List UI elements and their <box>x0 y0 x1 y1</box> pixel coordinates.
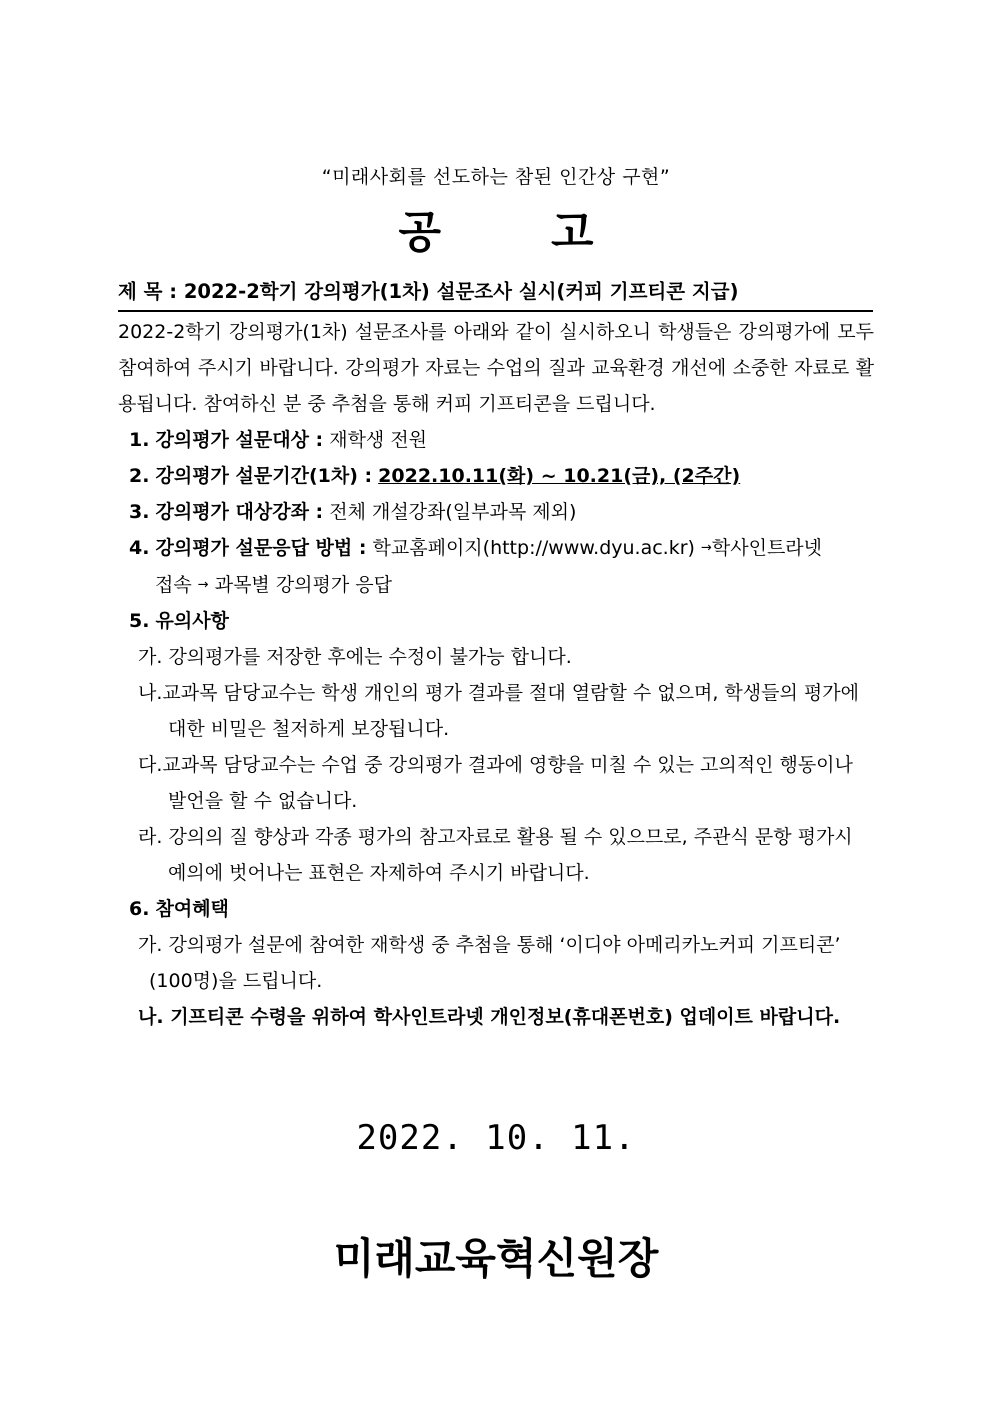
note-text: 교과목 담당교수는 학생 개인의 평가 결과를 절대 열람할 수 없으며, 학생들의 평가에 <box>162 682 859 704</box>
item-label: 강의평가 대상강좌 : <box>155 501 324 523</box>
heading-char-2: 고 <box>551 207 594 258</box>
benefit-mark: 나. <box>138 1006 164 1028</box>
item-benefits-heading <box>118 891 874 927</box>
item-value: 재학생 전원 <box>329 429 428 451</box>
item-number: 5. <box>129 610 150 632</box>
notice-title: 제 목 : 2022-2학기 강의평가(1차) 설문조사 실시(커피 기프티콘 지급) <box>118 277 873 312</box>
note-mark: 가. <box>138 646 163 668</box>
notice-date: 2022. 10. 11. <box>356 1118 636 1158</box>
note-mark: 나. <box>138 682 163 704</box>
benefit-mark: 가. <box>138 934 163 956</box>
item-value: 학사인트라넷 <box>711 537 823 559</box>
notice-heading <box>0 196 992 260</box>
item-label: 강의평가 설문응답 방법 : <box>155 537 367 559</box>
slogan: “미래사회를 선도하는 참된 인간상 구현” <box>321 166 671 188</box>
benefit-item <box>118 999 874 1035</box>
intro-paragraph: 2022-2학기 강의평가(1차) 설문조사를 아래와 같이 실시하오니 학생들은 강의평가에 모두 참여하여 주시기 바랍니다. 강의평가 자료는 수업의 질과 교육환경 개선에 소중한 자료로 활용됩니다. 참여하신 분 중 추첨을 통해 커피 기프티콘을 드립니다. <box>118 321 874 415</box>
notice-body <box>118 314 874 1035</box>
note-continued: 발언을 할 수 없습니다. <box>168 790 358 812</box>
item-method <box>118 530 874 567</box>
item-target <box>118 422 874 458</box>
item-courses <box>118 494 874 530</box>
heading-char-1: 공 <box>398 207 441 258</box>
item-notes-heading <box>118 603 874 639</box>
note-text: 강의의 질 향상과 각종 평가의 참고자료로 활용 될 수 있으므로, 주관식 문항 평가시 <box>168 826 853 848</box>
item-number: 1. <box>129 429 150 451</box>
benefit-text: 강의평가 설문에 참여한 재학생 중 추첨을 통해 ‘이디야 아메리카노커피 기프티콘’ <box>168 934 841 956</box>
item-number: 4. <box>129 537 150 559</box>
item-value: 전체 개설강좌(일부과목 제외) <box>329 501 577 523</box>
signer: 미래교육혁신원장 <box>333 1234 659 1283</box>
note-item <box>118 639 874 675</box>
note-item <box>118 675 874 711</box>
item-period <box>118 458 874 494</box>
benefit-text: 기프티콘 수령을 위하여 학사인트라넷 개인정보(휴대폰번호) 업데이트 바랍니다. <box>170 1006 841 1028</box>
item-label: 참여혜택 <box>155 898 229 920</box>
item-value: 과목별 강의평가 응답 <box>214 573 392 596</box>
benefit-item <box>118 927 874 963</box>
item-number: 3. <box>129 501 150 523</box>
note-mark: 라. <box>138 826 163 848</box>
note-continued: 예의에 벗어나는 표현은 자제하여 주시기 바랍니다. <box>168 862 590 884</box>
item-number: 2. <box>129 465 150 487</box>
note-mark: 다. <box>138 754 163 776</box>
item-method-continued <box>118 567 874 604</box>
item-label: 강의평가 설문대상 : <box>155 429 324 451</box>
note-text: 강의평가를 저장한 후에는 수정이 불가능 합니다. <box>168 646 572 668</box>
item-label: 유의사항 <box>155 610 229 632</box>
note-text: 교과목 담당교수는 수업 중 강의평가 결과에 영향을 미칠 수 있는 고의적인 행동이나 <box>162 754 853 776</box>
item-label: 강의평가 설문기간(1차) : <box>155 465 373 487</box>
note-item <box>118 819 874 855</box>
arrow-right-icon: → <box>197 577 209 592</box>
note-item <box>118 747 874 783</box>
arrow-right-icon: → <box>700 540 712 556</box>
item-value: 접속 <box>155 573 192 596</box>
item-value: 2022.10.11(화) ~ 10.21(금), (2주간) <box>378 465 741 487</box>
item-number: 6. <box>129 898 150 920</box>
benefit-continued: (100명)을 드립니다. <box>149 970 323 992</box>
homepage-url: 학교홈페이지(http://www.dyu.ac.kr) <box>372 537 695 559</box>
note-continued: 대한 비밀은 철저하게 보장됩니다. <box>168 718 450 740</box>
